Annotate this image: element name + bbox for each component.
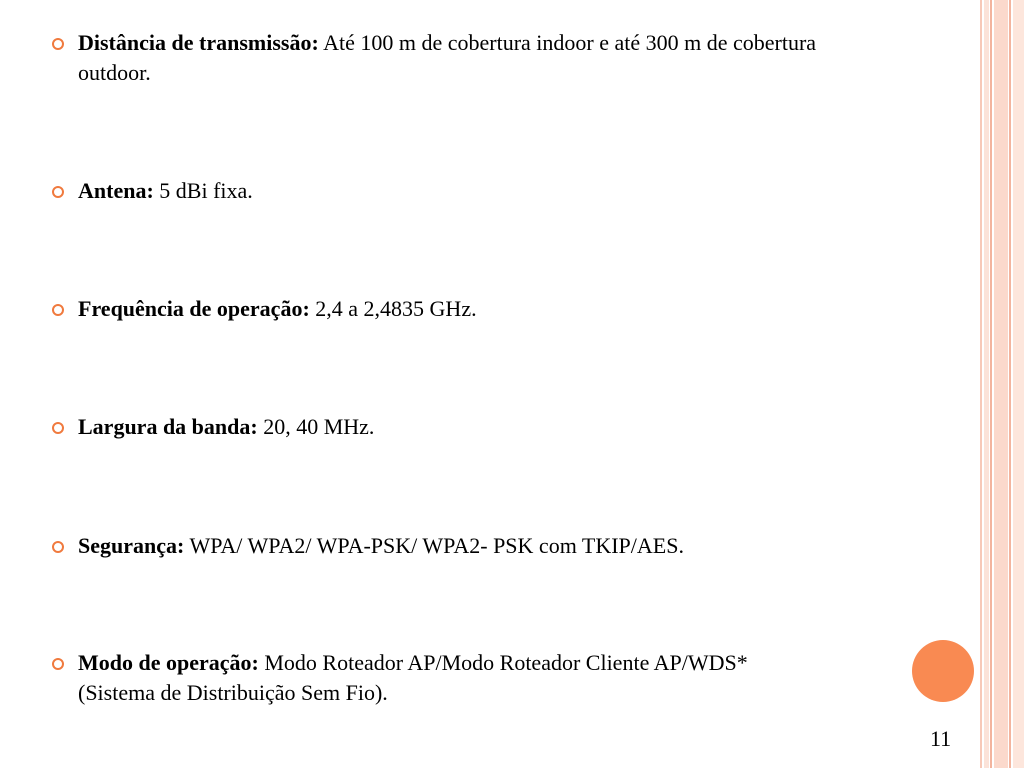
stripe — [1009, 0, 1011, 768]
item-value: 20, 40 MHz. — [263, 414, 375, 439]
page-number: 11 — [930, 726, 952, 751]
item-value: Até 100 m de cobertura indoor e até 300 m de cobertura outdoor. — [78, 30, 817, 85]
item-value: 5 dBi fixa. — [159, 178, 253, 203]
stripe — [984, 0, 989, 768]
item-label: Largura da banda: — [78, 414, 258, 439]
bullet-icon — [52, 186, 64, 198]
item-value: WPA/ WPA2/ WPA-PSK/ WPA2- PSK com TKIP/AES. — [189, 533, 684, 558]
stripe — [1013, 0, 1024, 768]
bullet-icon — [52, 541, 64, 553]
stripe — [980, 0, 982, 768]
item-text — [78, 176, 858, 206]
decorative-circle — [912, 640, 974, 702]
bullet-icon — [52, 38, 64, 50]
item-label: Antena: — [78, 178, 154, 203]
item-label: Frequência de operação: — [78, 296, 310, 321]
stripe — [990, 0, 992, 768]
item-label: Modo de operação: — [78, 650, 259, 675]
bullet-icon — [52, 304, 64, 316]
decorative-stripes — [980, 0, 1024, 768]
item-value: 2,4 a 2,4835 GHz. — [315, 296, 477, 321]
item-text — [78, 648, 778, 708]
bullet-icon — [52, 422, 64, 434]
stripe — [994, 0, 1008, 768]
item-text — [78, 28, 858, 88]
item-text — [78, 412, 858, 442]
item-text — [78, 294, 858, 324]
item-value: Modo Roteador AP/Modo Roteador Cliente AP/WDS*(Sistema de Distribuição Sem Fio). — [78, 650, 748, 705]
item-text — [78, 531, 858, 561]
item-label: Distância de transmissão: — [78, 30, 319, 55]
item-label: Segurança: — [78, 533, 185, 558]
bullet-icon — [52, 658, 64, 670]
